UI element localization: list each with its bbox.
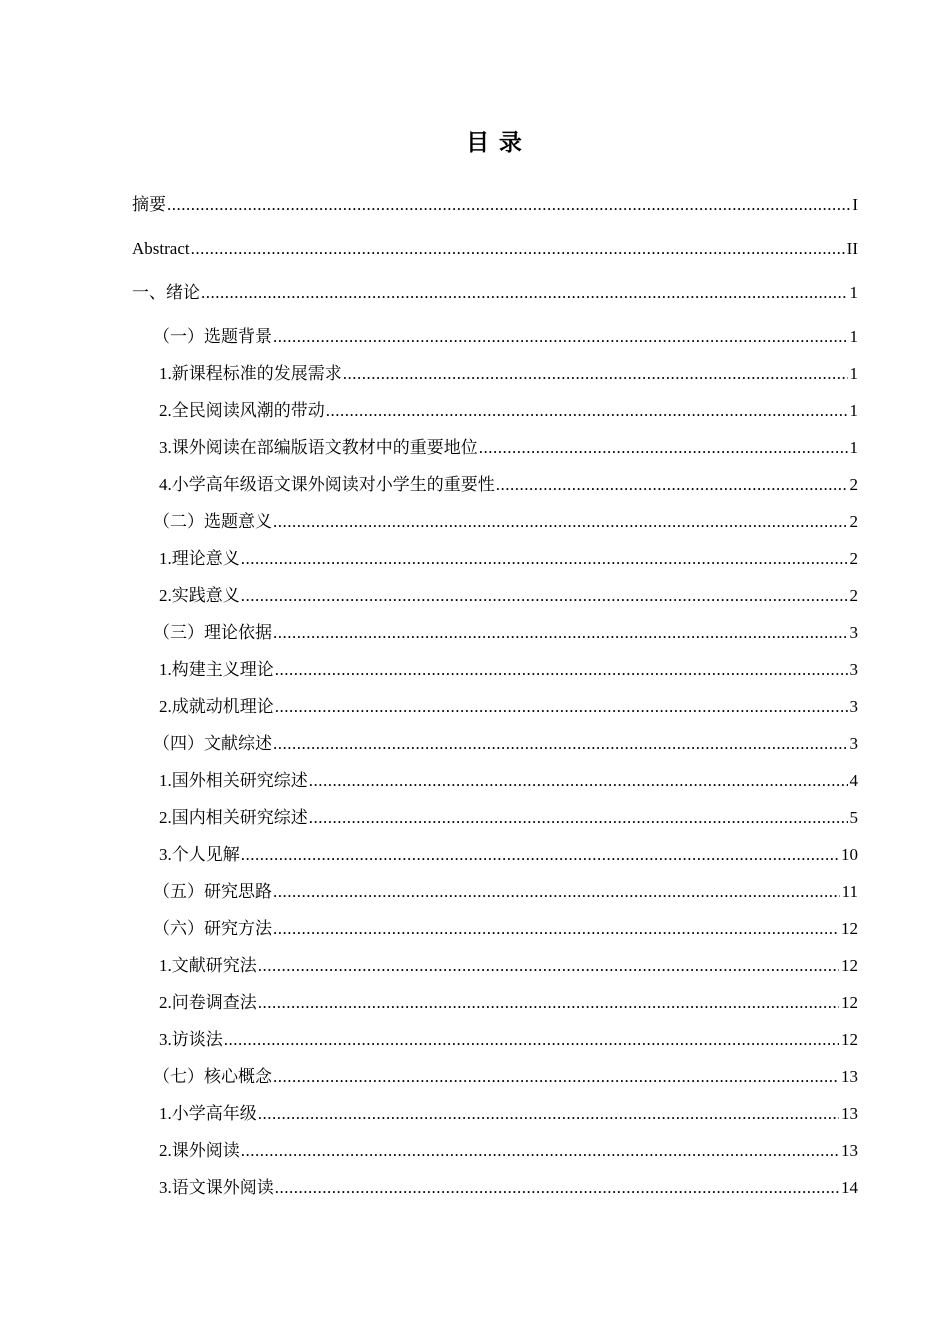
toc-entry[interactable] xyxy=(132,1103,858,1125)
toc-entry[interactable] xyxy=(132,474,858,496)
toc-entry-label: 3.个人见解 xyxy=(159,845,240,864)
toc-dot-leader xyxy=(258,1103,839,1125)
toc-entry[interactable] xyxy=(132,1029,858,1051)
toc-dot-leader xyxy=(496,474,848,496)
toc-entry[interactable] xyxy=(132,511,858,533)
toc-entry-page-number: 10 xyxy=(841,845,858,864)
toc-entry-label: 1.理论意义 xyxy=(159,549,240,568)
toc-entry-label: （七）核心概念 xyxy=(153,1067,272,1086)
toc-dot-leader xyxy=(273,622,848,644)
toc-entry[interactable] xyxy=(132,659,858,681)
toc-entry-label: 1.文献研究法 xyxy=(159,956,257,975)
toc-entry-label: 一、绪论 xyxy=(132,283,200,302)
toc-entry-page-number: 3 xyxy=(849,734,858,753)
toc-entry-label: 2.国内相关研究综述 xyxy=(159,808,308,827)
toc-entry-label: 3.访谈法 xyxy=(159,1030,223,1049)
toc-dot-leader xyxy=(241,1140,839,1162)
toc-entry[interactable] xyxy=(132,400,858,422)
toc-dot-leader xyxy=(224,1029,839,1051)
toc-entry-label: （五）研究思路 xyxy=(153,882,272,901)
toc-entry[interactable] xyxy=(132,194,858,216)
toc-entry[interactable] xyxy=(132,1177,858,1199)
toc-entry[interactable] xyxy=(132,363,858,385)
toc-entry-page-number: 1 xyxy=(849,283,858,302)
toc-entry[interactable] xyxy=(132,955,858,977)
toc-entry-label: 2.课外阅读 xyxy=(159,1141,240,1160)
toc-entry-label: 2.问卷调查法 xyxy=(159,993,257,1012)
toc-entry[interactable] xyxy=(132,733,858,755)
toc-entry-label: 2.全民阅读风潮的带动 xyxy=(159,401,325,420)
toc-dot-leader xyxy=(273,733,848,755)
toc-entry-page-number: 13 xyxy=(841,1141,858,1160)
toc-dot-leader xyxy=(309,770,848,792)
toc-dot-leader xyxy=(201,282,848,304)
toc-entry-page-number: 11 xyxy=(841,882,858,901)
toc-entry[interactable] xyxy=(132,696,858,718)
toc-entry-label: 1.新课程标准的发展需求 xyxy=(159,364,342,383)
toc-entry-label: 4.小学高年级语文课外阅读对小学生的重要性 xyxy=(159,475,495,494)
toc-entry[interactable] xyxy=(132,548,858,570)
toc-entry-label: 1.小学高年级 xyxy=(159,1104,257,1123)
toc-dot-leader xyxy=(241,844,839,866)
toc-entry-page-number: I xyxy=(852,195,858,214)
toc-entry[interactable] xyxy=(132,844,858,866)
toc-entry[interactable] xyxy=(132,881,858,903)
toc-entry-page-number: 3 xyxy=(849,623,858,642)
toc-list xyxy=(132,194,858,1199)
toc-dot-leader xyxy=(258,992,839,1014)
toc-entry-page-number: 12 xyxy=(841,993,858,1012)
toc-entry-page-number: 4 xyxy=(849,771,858,790)
toc-dot-leader xyxy=(258,955,839,977)
toc-dot-leader xyxy=(275,659,848,681)
toc-entry-page-number: 1 xyxy=(849,438,858,457)
toc-entry-label: （二）选题意义 xyxy=(153,512,272,531)
toc-dot-leader xyxy=(191,238,845,260)
toc-entry-page-number: 1 xyxy=(849,327,858,346)
toc-entry-page-number: 2 xyxy=(849,549,858,568)
toc-entry[interactable] xyxy=(132,918,858,940)
toc-entry-page-number: 13 xyxy=(841,1104,858,1123)
toc-entry[interactable] xyxy=(132,437,858,459)
page-title: 目 录 xyxy=(466,130,524,155)
toc-dot-leader xyxy=(479,437,848,459)
toc-entry[interactable] xyxy=(132,1066,858,1088)
toc-entry[interactable] xyxy=(132,770,858,792)
toc-entry[interactable] xyxy=(132,326,858,348)
toc-entry-label: 摘要 xyxy=(132,195,166,214)
toc-entry[interactable] xyxy=(132,992,858,1014)
toc-dot-leader xyxy=(167,194,850,216)
toc-entry-page-number: 2 xyxy=(849,475,858,494)
toc-entry-label: （三）理论依据 xyxy=(153,623,272,642)
toc-entry-label: （一）选题背景 xyxy=(153,327,272,346)
toc-entry-label: （四）文献综述 xyxy=(153,734,272,753)
toc-entry[interactable] xyxy=(132,238,858,260)
toc-entry-page-number: 12 xyxy=(841,956,858,975)
toc-entry-label: Abstract xyxy=(132,239,190,258)
toc-entry-page-number: 1 xyxy=(849,364,858,383)
toc-entry-label: （六）研究方法 xyxy=(153,919,272,938)
toc-entry[interactable] xyxy=(132,282,858,304)
toc-entry-label: 3.课外阅读在部编版语文教材中的重要地位 xyxy=(159,438,478,457)
toc-entry-page-number: 12 xyxy=(841,919,858,938)
toc-entry-page-number: 2 xyxy=(849,586,858,605)
toc-entry-label: 2.成就动机理论 xyxy=(159,697,274,716)
toc-entry-page-number: 5 xyxy=(849,808,858,827)
toc-dot-leader xyxy=(343,363,848,385)
toc-entry[interactable] xyxy=(132,585,858,607)
toc-dot-leader xyxy=(309,807,848,829)
toc-entry[interactable] xyxy=(132,807,858,829)
toc-entry-label: 1.国外相关研究综述 xyxy=(159,771,308,790)
toc-dot-leader xyxy=(273,1066,839,1088)
toc-entry-page-number: 1 xyxy=(849,401,858,420)
toc-dot-leader xyxy=(241,585,848,607)
toc-dot-leader xyxy=(273,881,840,903)
toc-entry-page-number: 2 xyxy=(849,512,858,531)
toc-dot-leader xyxy=(273,511,848,533)
toc-entry-page-number: 3 xyxy=(849,660,858,679)
toc-dot-leader xyxy=(241,548,848,570)
toc-entry-label: 3.语文课外阅读 xyxy=(159,1178,274,1197)
toc-dot-leader xyxy=(273,326,848,348)
toc-entry-label: 1.构建主义理论 xyxy=(159,660,274,679)
toc-entry-page-number: 3 xyxy=(849,697,858,716)
toc-entry-page-number: II xyxy=(846,239,858,258)
toc-entry-page-number: 14 xyxy=(841,1178,858,1197)
toc-dot-leader xyxy=(275,696,848,718)
toc-entry[interactable] xyxy=(132,622,858,644)
toc-dot-leader xyxy=(326,400,848,422)
toc-entry-label: 2.实践意义 xyxy=(159,586,240,605)
toc-dot-leader xyxy=(275,1177,839,1199)
toc-entry-page-number: 12 xyxy=(841,1030,858,1049)
toc-dot-leader xyxy=(273,918,839,940)
toc-entry[interactable] xyxy=(132,1140,858,1162)
toc-entry-page-number: 13 xyxy=(841,1067,858,1086)
